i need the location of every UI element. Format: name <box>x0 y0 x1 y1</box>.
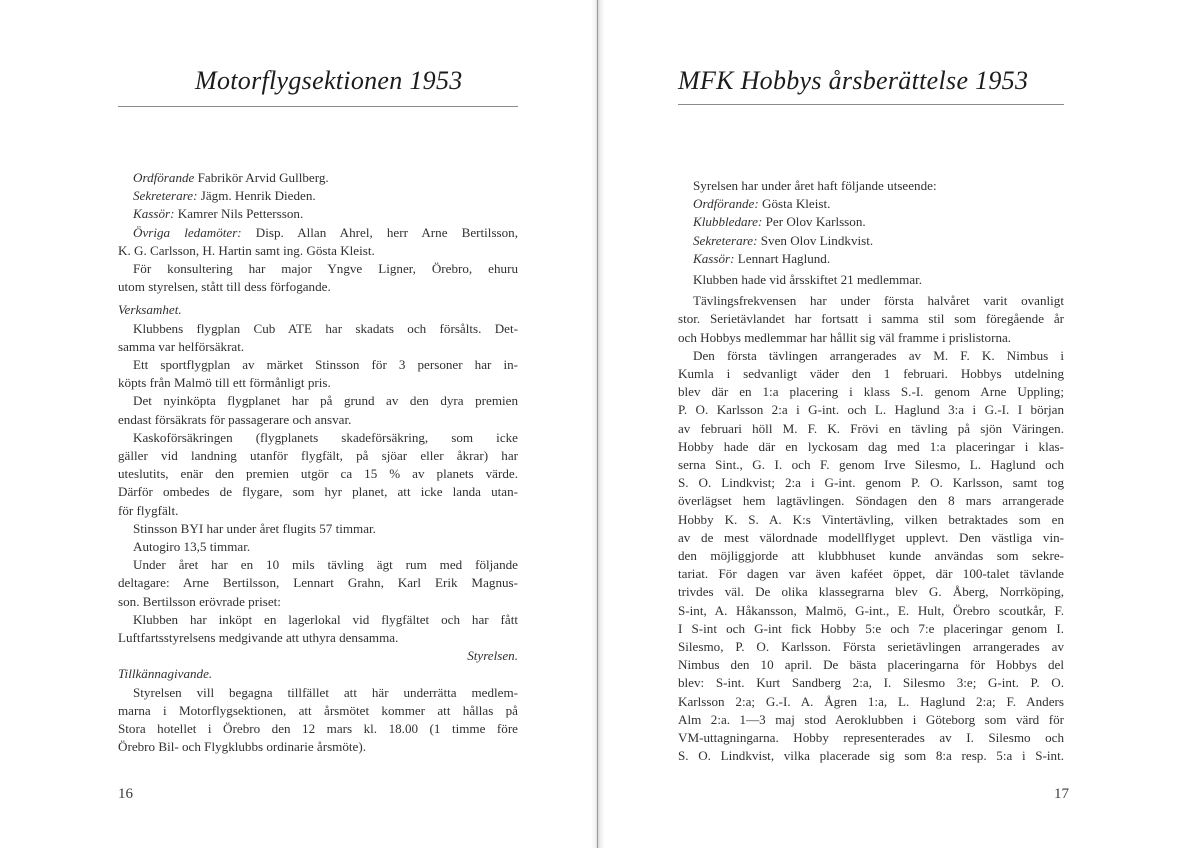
left-page <box>0 0 598 848</box>
text-line: av de mest välordnade modellflyget upplevt. Den västliga vin- <box>678 529 1064 545</box>
text-line: S. O. Lindkvist; 2:a i G-int. genom P. O. Karlsson, samt tog <box>678 475 1064 491</box>
text-line: och Hobbys medlemmar har hållit sig väl framme i prislistorna. <box>678 329 1012 345</box>
board-members-line-1 <box>118 224 518 242</box>
paragraph <box>118 356 518 392</box>
consult-paragraph <box>118 260 518 296</box>
intro-line: Syrelsen har under året haft följande utseende: <box>693 178 937 193</box>
text-line: S. O. Lindkvist, vilka placerade sig som 8:a resp. 5:a i S-int. <box>678 748 1064 764</box>
board-secretary <box>678 232 1064 250</box>
signature: Styrelsen. <box>467 648 518 664</box>
text-line: son. Bertilsson erövrade priset: <box>118 593 281 609</box>
text-line: den möjliggjorde att klubbhuset kunde användas som sekre- <box>678 548 1064 564</box>
text-line: Örebro Bil- och Flygklubbs ordinarie årsmöte). <box>118 739 367 755</box>
text-line: för flygfält. <box>118 502 179 518</box>
board-treasurer <box>678 250 1064 268</box>
text-line: Stora hotellet i Örebro den 12 mars kl. 18.00 (1 timme före <box>118 721 518 737</box>
text-line: Luftfartsstyrelsens medgivande att uthyra densamma. <box>118 630 399 646</box>
text-line: Alm 2:a. 1—3 maj stod Aeroklubben i Göteborg som värd för <box>678 711 1064 727</box>
verksamhet-heading: Verksamhet. <box>118 302 182 318</box>
text-line: S-int, A. Håkansson, Malmö, G-int., E. Hult, Örebro scoutkår, F. <box>678 602 1064 618</box>
paragraph <box>118 429 518 520</box>
text-line: Hobby hade där en lyckosam dag med 1:a placeringar i klas- <box>678 438 1064 454</box>
text-line: Tävlingsfrekvensen har under första halvåret varit ovanligt <box>693 293 1064 309</box>
paragraph: Autogiro 13,5 timmar. <box>133 539 251 555</box>
text-line: blev: S-int. Kurt Sandberg 2:a, I. Silesmo 3:e; G-int. P. O. <box>678 675 1064 691</box>
right-title-rule <box>678 104 1064 105</box>
chair-label: Ordförande: <box>693 196 759 212</box>
text-line: Ett sportflygplan av märket Stinsson för 3 personer har in- <box>133 357 518 373</box>
announcement-paragraph <box>118 684 518 757</box>
page-number-right: 17 <box>1054 786 1069 802</box>
left-title-rule <box>118 106 518 107</box>
text-line: Kumla i sedvanligt väder den 1 februari. Hobbys utdelning <box>678 366 1064 382</box>
text-line: uteslutits, enär den premien utgör ca 15 % av planets värde. <box>118 466 518 482</box>
consult-line: utom styrelsen, stått till dess förfogande. <box>118 279 331 295</box>
text-line: samma var helförsäkrat. <box>118 338 245 354</box>
announcement-heading: Tillkännagivande. <box>118 666 213 682</box>
left-page-body <box>118 169 518 757</box>
text-line: Silesmo, P. O. Karlsson. Första serietävlingen arrangerades av <box>678 639 1064 655</box>
board-club-leader <box>678 213 1064 231</box>
club-leader-label: Klubbledare: <box>693 214 763 230</box>
text-line: tariat. För dagen var även kaféet öppet, där 100-talet tävlande <box>678 566 1064 582</box>
text-line: trivdes väl. De olika klassegrarna blev G. Åberg, Norrköping, <box>678 584 1064 600</box>
club-leader-value: Per Olov Karlsson. <box>765 214 866 230</box>
paragraph <box>118 556 518 611</box>
text-line: Därför ombedes de flygare, som hyr planet, att icke landa utan- <box>118 484 518 500</box>
right-page <box>602 0 1200 848</box>
paragraph <box>118 392 518 428</box>
paragraph <box>118 611 518 647</box>
text-line: Karlsson 2:a; G.-I. A. Ågren 1:a, L. Haglund 2:a; F. Anders <box>678 693 1064 709</box>
paragraph <box>678 347 1064 766</box>
paragraph <box>118 320 518 356</box>
members-label: Övriga ledamöter: <box>133 224 242 240</box>
chair-label: Ordförande <box>133 170 195 185</box>
text-line: P. O. Karlsson 2:a i G-int. och L. Haglund 3:a i G.-I. I början <box>678 402 1064 418</box>
members-count: Klubben hade vid årsskiftet 21 medlemmar. <box>693 272 923 288</box>
text-line: I S-int och G-int fick Hobby 5:e och 7:e placeringar genom I. <box>678 620 1064 636</box>
board-members-line-2: K. G. Carlsson, H. Hartin samt ing. Gösta Kleist. <box>118 242 375 258</box>
text-line: VM-uttagningarna. Hobby representerades av I. Silesmo och <box>678 730 1064 746</box>
right-page-body <box>678 177 1064 766</box>
secretary-value: Sven Olov Lindkvist. <box>760 232 874 248</box>
left-page-title: Motorflygsektionen 1953 <box>195 66 463 95</box>
board-secretary <box>118 187 518 205</box>
text-line: gäller vid landning utanför flygfält, på sjöar eller åkrar) har <box>118 448 518 464</box>
consult-line: För konsultering har major Yngve Ligner, Örebro, ehuru <box>133 261 518 277</box>
board-treasurer <box>118 205 518 223</box>
secretary-label: Sekreterare: <box>133 188 198 204</box>
text-line: Under året har en 10 mils tävling ägt rum med följande <box>133 557 518 573</box>
paragraph: Stinsson BYI har under året flugits 57 timmar. <box>133 520 376 536</box>
board-chair <box>678 195 1064 213</box>
board-members <box>118 224 518 260</box>
page-number-left: 16 <box>118 786 133 802</box>
paragraph <box>678 292 1064 347</box>
treasurer-label: Kassör: <box>693 250 735 266</box>
treasurer-label: Kassör: <box>133 206 175 222</box>
text-line: Hobby K. S. A. K:s Vintertävling, vilken betraktades som en <box>678 511 1064 527</box>
text-line: Styrelsen vill begagna tillfället att här underrätta medlem- <box>133 684 518 700</box>
chair-value: Gösta Kleist. <box>762 196 831 212</box>
text-line: stor. Serietävlandet har fortsatt i samma stil som föregående år <box>678 311 1064 327</box>
text-line: köpts från Malmö till ett förmånligt pris. <box>118 375 331 391</box>
secretary-label: Sekreterare: <box>693 232 758 248</box>
secretary-value: Jägm. Henrik Dieden. <box>200 188 316 204</box>
text-line: Klubben har inköpt en lagerlokal vid flygfältet och har fått <box>133 611 518 627</box>
right-page-title: MFK Hobbys årsberättelse 1953 <box>678 66 1029 95</box>
text-line: av februari höll M. F. K. Frövi en tävling på sjön Väringen. <box>678 420 1064 436</box>
members-value-1: Disp. Allan Ahrel, herr Arne Bertilsson, <box>255 224 518 240</box>
text-line: endast försäkrats för passagerare och ansvar. <box>118 411 352 427</box>
treasurer-value: Lennart Haglund. <box>737 250 831 266</box>
text-line: överlägset hem lagtävlingen. Söndagen den 8 mars arrangerade <box>678 493 1064 509</box>
chair-value: Fabrikör Arvid Gullberg. <box>197 170 329 185</box>
text-line: marna i Motorflygsektionen, att årsmötet kommer att hållas på <box>118 702 518 718</box>
text-line: Nimbus den 10 april. De bästa placeringarna för Hobbys del <box>678 657 1064 673</box>
text-line: Det nyinköpta flygplanet har på grund av den dyra premien <box>133 393 518 409</box>
text-line: Kaskoförsäkringen (flygplanets skadeförsäkring, som icke <box>133 429 518 445</box>
text-line: deltagare: Arne Bertilsson, Lennart Grahn, Karl Erik Magnus- <box>118 575 518 591</box>
text-line: Den första tävlingen arrangerades av M. F. K. Nimbus i <box>693 347 1064 363</box>
text-line: blev där en 1:a placering i klass S.-I. genom Arne Uppling; <box>678 384 1064 400</box>
treasurer-value: Kamrer Nils Pettersson. <box>177 206 304 222</box>
text-line: Klubbens flygplan Cub ATE har skadats och försålts. Det- <box>133 320 518 336</box>
text-line: serna Sint., G. I. och F. genom Irve Silesmo, L. Haglund och <box>678 457 1064 473</box>
board-chair <box>118 169 518 187</box>
